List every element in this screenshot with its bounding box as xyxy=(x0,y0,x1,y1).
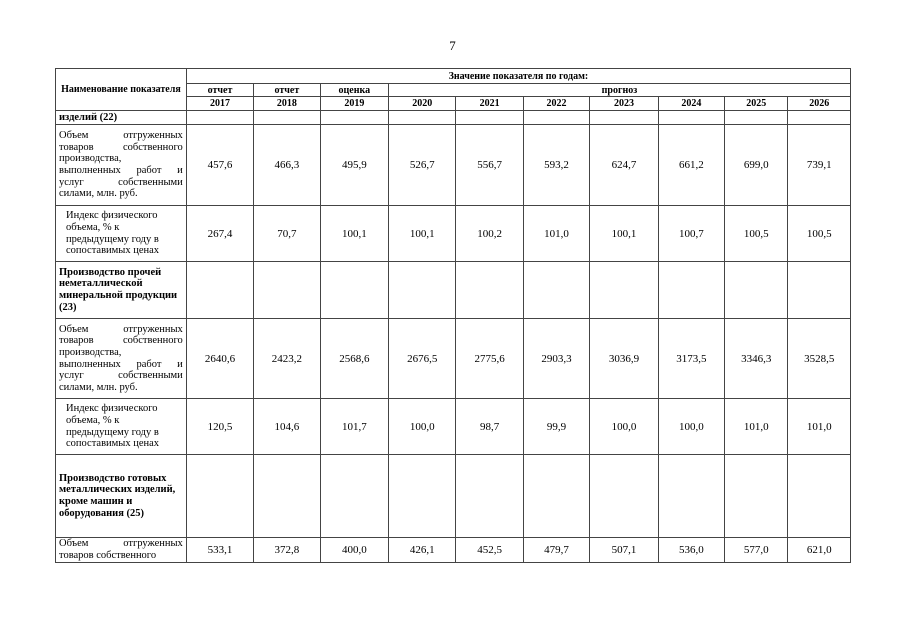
value-cell: 372,8 xyxy=(254,538,320,563)
section-row xyxy=(56,455,851,538)
col-type-estimate-2019: оценка xyxy=(320,84,388,97)
value-cell: 556,7 xyxy=(456,125,523,206)
section-title: Производство прочей неметаллической минеральной продукции (23) xyxy=(56,262,187,319)
value-cell: 457,6 xyxy=(186,125,253,206)
section-row xyxy=(56,111,851,125)
indicator-label: Объем отгруженных товаров собственного производства, выполненных работ и услуг собственными силами, млн. руб. xyxy=(56,319,187,399)
value-cell: 3528,5 xyxy=(788,319,851,399)
table-row xyxy=(56,319,851,399)
name-column-header: Наименование показателя xyxy=(56,69,187,111)
value-cell: 2903,3 xyxy=(523,319,589,399)
value-cell: 100,2 xyxy=(456,206,523,262)
value-cell: 533,1 xyxy=(186,538,253,563)
year-header: 2025 xyxy=(725,97,788,111)
value-cell: 267,4 xyxy=(186,206,253,262)
value-cell: 3346,3 xyxy=(725,319,788,399)
value-cell: 98,7 xyxy=(456,399,523,455)
value-cell: 100,7 xyxy=(658,206,724,262)
value-cell: 104,6 xyxy=(254,399,320,455)
value-cell: 120,5 xyxy=(186,399,253,455)
value-cell: 526,7 xyxy=(389,125,456,206)
value-cell: 100,5 xyxy=(725,206,788,262)
value-cell: 466,3 xyxy=(254,125,320,206)
indicator-label: Индекс физического объема, % к предыдущему году в сопоставимых ценах xyxy=(56,206,187,262)
header-row-1 xyxy=(56,69,851,84)
value-cell: 452,5 xyxy=(456,538,523,563)
value-cell: 101,0 xyxy=(725,399,788,455)
year-header: 2026 xyxy=(788,97,851,111)
value-cell: 70,7 xyxy=(254,206,320,262)
col-type-report-2017: отчет xyxy=(186,84,253,97)
section-row xyxy=(56,262,851,319)
value-cell: 739,1 xyxy=(788,125,851,206)
value-cell: 100,5 xyxy=(788,206,851,262)
value-cell: 661,2 xyxy=(658,125,724,206)
year-header: 2017 xyxy=(186,97,253,111)
year-header: 2020 xyxy=(389,97,456,111)
table-row xyxy=(56,399,851,455)
page-number: 7 xyxy=(449,38,456,53)
value-cell: 536,0 xyxy=(658,538,724,563)
year-header: 2023 xyxy=(590,97,658,111)
value-cell: 101,7 xyxy=(320,399,388,455)
year-header: 2022 xyxy=(523,97,589,111)
value-cell: 2640,6 xyxy=(186,319,253,399)
indicator-label: Объем отгруженных товаров собственного xyxy=(56,538,187,563)
value-cell: 624,7 xyxy=(590,125,658,206)
value-cell: 577,0 xyxy=(725,538,788,563)
value-cell: 100,0 xyxy=(590,399,658,455)
value-cell: 100,1 xyxy=(320,206,388,262)
value-cell: 495,9 xyxy=(320,125,388,206)
value-cell: 2676,5 xyxy=(389,319,456,399)
indicator-label: Объем отгруженных товаров собственного производства, выполненных работ и услуг собственными силами, млн. руб. xyxy=(56,125,187,206)
value-cell: 2775,6 xyxy=(456,319,523,399)
year-header: 2018 xyxy=(254,97,320,111)
value-cell: 479,7 xyxy=(523,538,589,563)
value-cell: 99,9 xyxy=(523,399,589,455)
value-cell: 101,0 xyxy=(523,206,589,262)
value-cell: 100,0 xyxy=(658,399,724,455)
value-cell: 593,2 xyxy=(523,125,589,206)
col-type-report-2018: отчет xyxy=(254,84,320,97)
value-cell: 100,1 xyxy=(389,206,456,262)
section-title: Производство готовых металлических изделий, кроме машин и оборудования (25) xyxy=(56,455,187,538)
value-cell: 426,1 xyxy=(389,538,456,563)
value-cell: 2568,6 xyxy=(320,319,388,399)
year-header: 2021 xyxy=(456,97,523,111)
year-header: 2019 xyxy=(320,97,388,111)
value-cell: 621,0 xyxy=(788,538,851,563)
table-row xyxy=(56,538,851,563)
value-cell: 3036,9 xyxy=(590,319,658,399)
value-cell: 100,1 xyxy=(590,206,658,262)
value-cell: 400,0 xyxy=(320,538,388,563)
value-cell: 100,0 xyxy=(389,399,456,455)
value-cell: 2423,2 xyxy=(254,319,320,399)
year-header: 2024 xyxy=(658,97,724,111)
value-cell: 507,1 xyxy=(590,538,658,563)
forecast-header: прогноз xyxy=(389,84,851,97)
values-title-header: Значение показателя по годам: xyxy=(186,69,850,84)
table-row xyxy=(56,125,851,206)
value-cell: 3173,5 xyxy=(658,319,724,399)
indicators-table xyxy=(55,68,851,563)
value-cell: 101,0 xyxy=(788,399,851,455)
table-row xyxy=(56,206,851,262)
indicator-label: Индекс физического объема, % к предыдущему году в сопоставимых ценах xyxy=(56,399,187,455)
section-title: изделий (22) xyxy=(56,111,187,125)
value-cell: 699,0 xyxy=(725,125,788,206)
